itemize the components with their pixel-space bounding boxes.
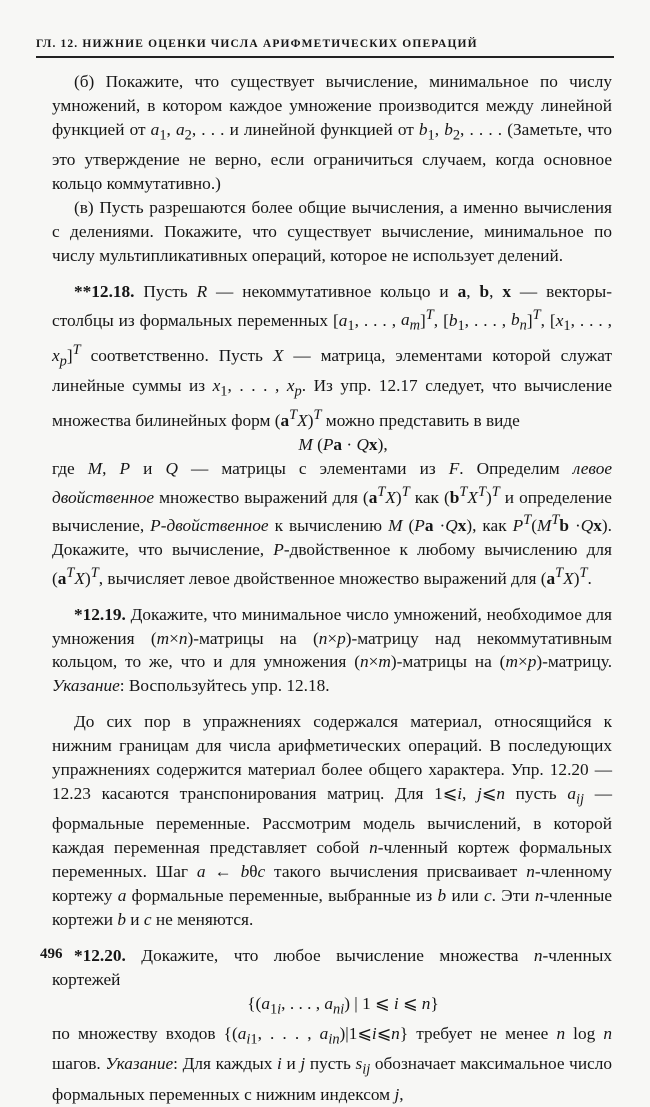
exercise-12-18: **12.18. Пусть R — некоммутативное кольцо и a, b, x — векторы-столбцы из формальных переменных [$a_1$, . . . , $a_m]^T$, [$b_1$, . . . , $b_n]^T$, [$x_1$, . . . , $x_p]^T$ соответственно. Пусть X — матрица, элементами которой служат линейные суммы из $x_1$, . . . , $x_p$. Из упр. 12.17 следует, что вычисление множества билинейных форм $(a^TX)^T$ можно представить в виде [52, 281, 613, 430]
page-body [52, 70, 612, 1107]
paragraph-b: (б) Покажите, что существует вычисление, минимальное по числу умножений, в котором каждое умножение производится между линейной функцией от $a_1$, $a_2$, . . . и линейной функцией от $b_1$, $b_2$, . . . . (Заметьте, что это утверждение не верно, если ограничиться случаем, когда основное кольцо коммутативно.) [52, 72, 613, 194]
header-rule [36, 56, 614, 58]
paragraph-inputs: по множеству входов {($a_{i1}$, . . . , $a_{in})|1⩽i⩽n$} требует не менее n log n шагов. Указание: Для каждых i и j пусть $s_{ij}$ обозначает максимальное число формальных переменных с нижним индексом j, [52, 1024, 613, 1104]
formula-tuples: {($a_{1i}$, . . . , $a_{ni}$) | 1 ⩽ i ⩽ n} [247, 993, 439, 1018]
formula-mpaqx: M (Pa · Qx), [298, 434, 388, 454]
exercise-12-20: *12.20. Докажите, что любое вычисление множества n-членных кортежей [52, 945, 612, 989]
paragraph-dual: где M, P и Q — матрицы с элементами из F. Определим левое двойственное множество выражений для $(a^TX)^T$ как $(b^TX^T)^T$ и определение вычисление, P-двойственное к вычислению M (Pa ·Qx), как $P^T(M^Tb \cdot Qx)$. Докажите, что вычисление, P-двойственное к любому вычислению для $(a^TX)^T$, вычисляет левое двойственное множество выражений для $(a^TX)^T$. [52, 458, 613, 588]
exercise-12-19: *12.19. Докажите, что минимальное число умножений, необходимое для умножения (m×n)-матрицы на (n×p)-матрицу над некоммутативным кольцом, то же, что и для умножения (n×m)-матрицы на (m×p)-матрицу. Указание: Воспользуйтесь упр. 12.18. [52, 604, 613, 696]
running-header: ГЛ. 12. НИЖНИЕ ОЦЕНКИ ЧИСЛА АРИФМЕТИЧЕСКИХ ОПЕРАЦИЙ [36, 38, 478, 50]
page-number: 496 [40, 946, 63, 962]
paragraph-v: (в) Пусть разрешаются более общие вычисления, а именно вычисления с делениями. Покажите, что существует вычисление, минимальное по числу мультипликативных операций, которое не использует делений. [52, 197, 612, 265]
paragraph-intro: До сих пор в упражнениях содержался материал, относящийся к нижним границам для числа арифметических операций. В последующих упражнениях содержится материал более общего характера. Упр. 12.20 — 12.23 касаются транспонирования матриц. Для 1⩽i, j⩽n пусть $a_{ij}$ — формальные переменные. Рассмотрим модель вычислений, в которой каждая переменная представляет собой n-членный кортеж формальных переменных. Шаг a ← bθc такого вычисления присваивает n-членному кортежу a формальные переменные, выбранные из b или c. Эти n-членные кортежи b и c не меняются. [52, 712, 613, 929]
